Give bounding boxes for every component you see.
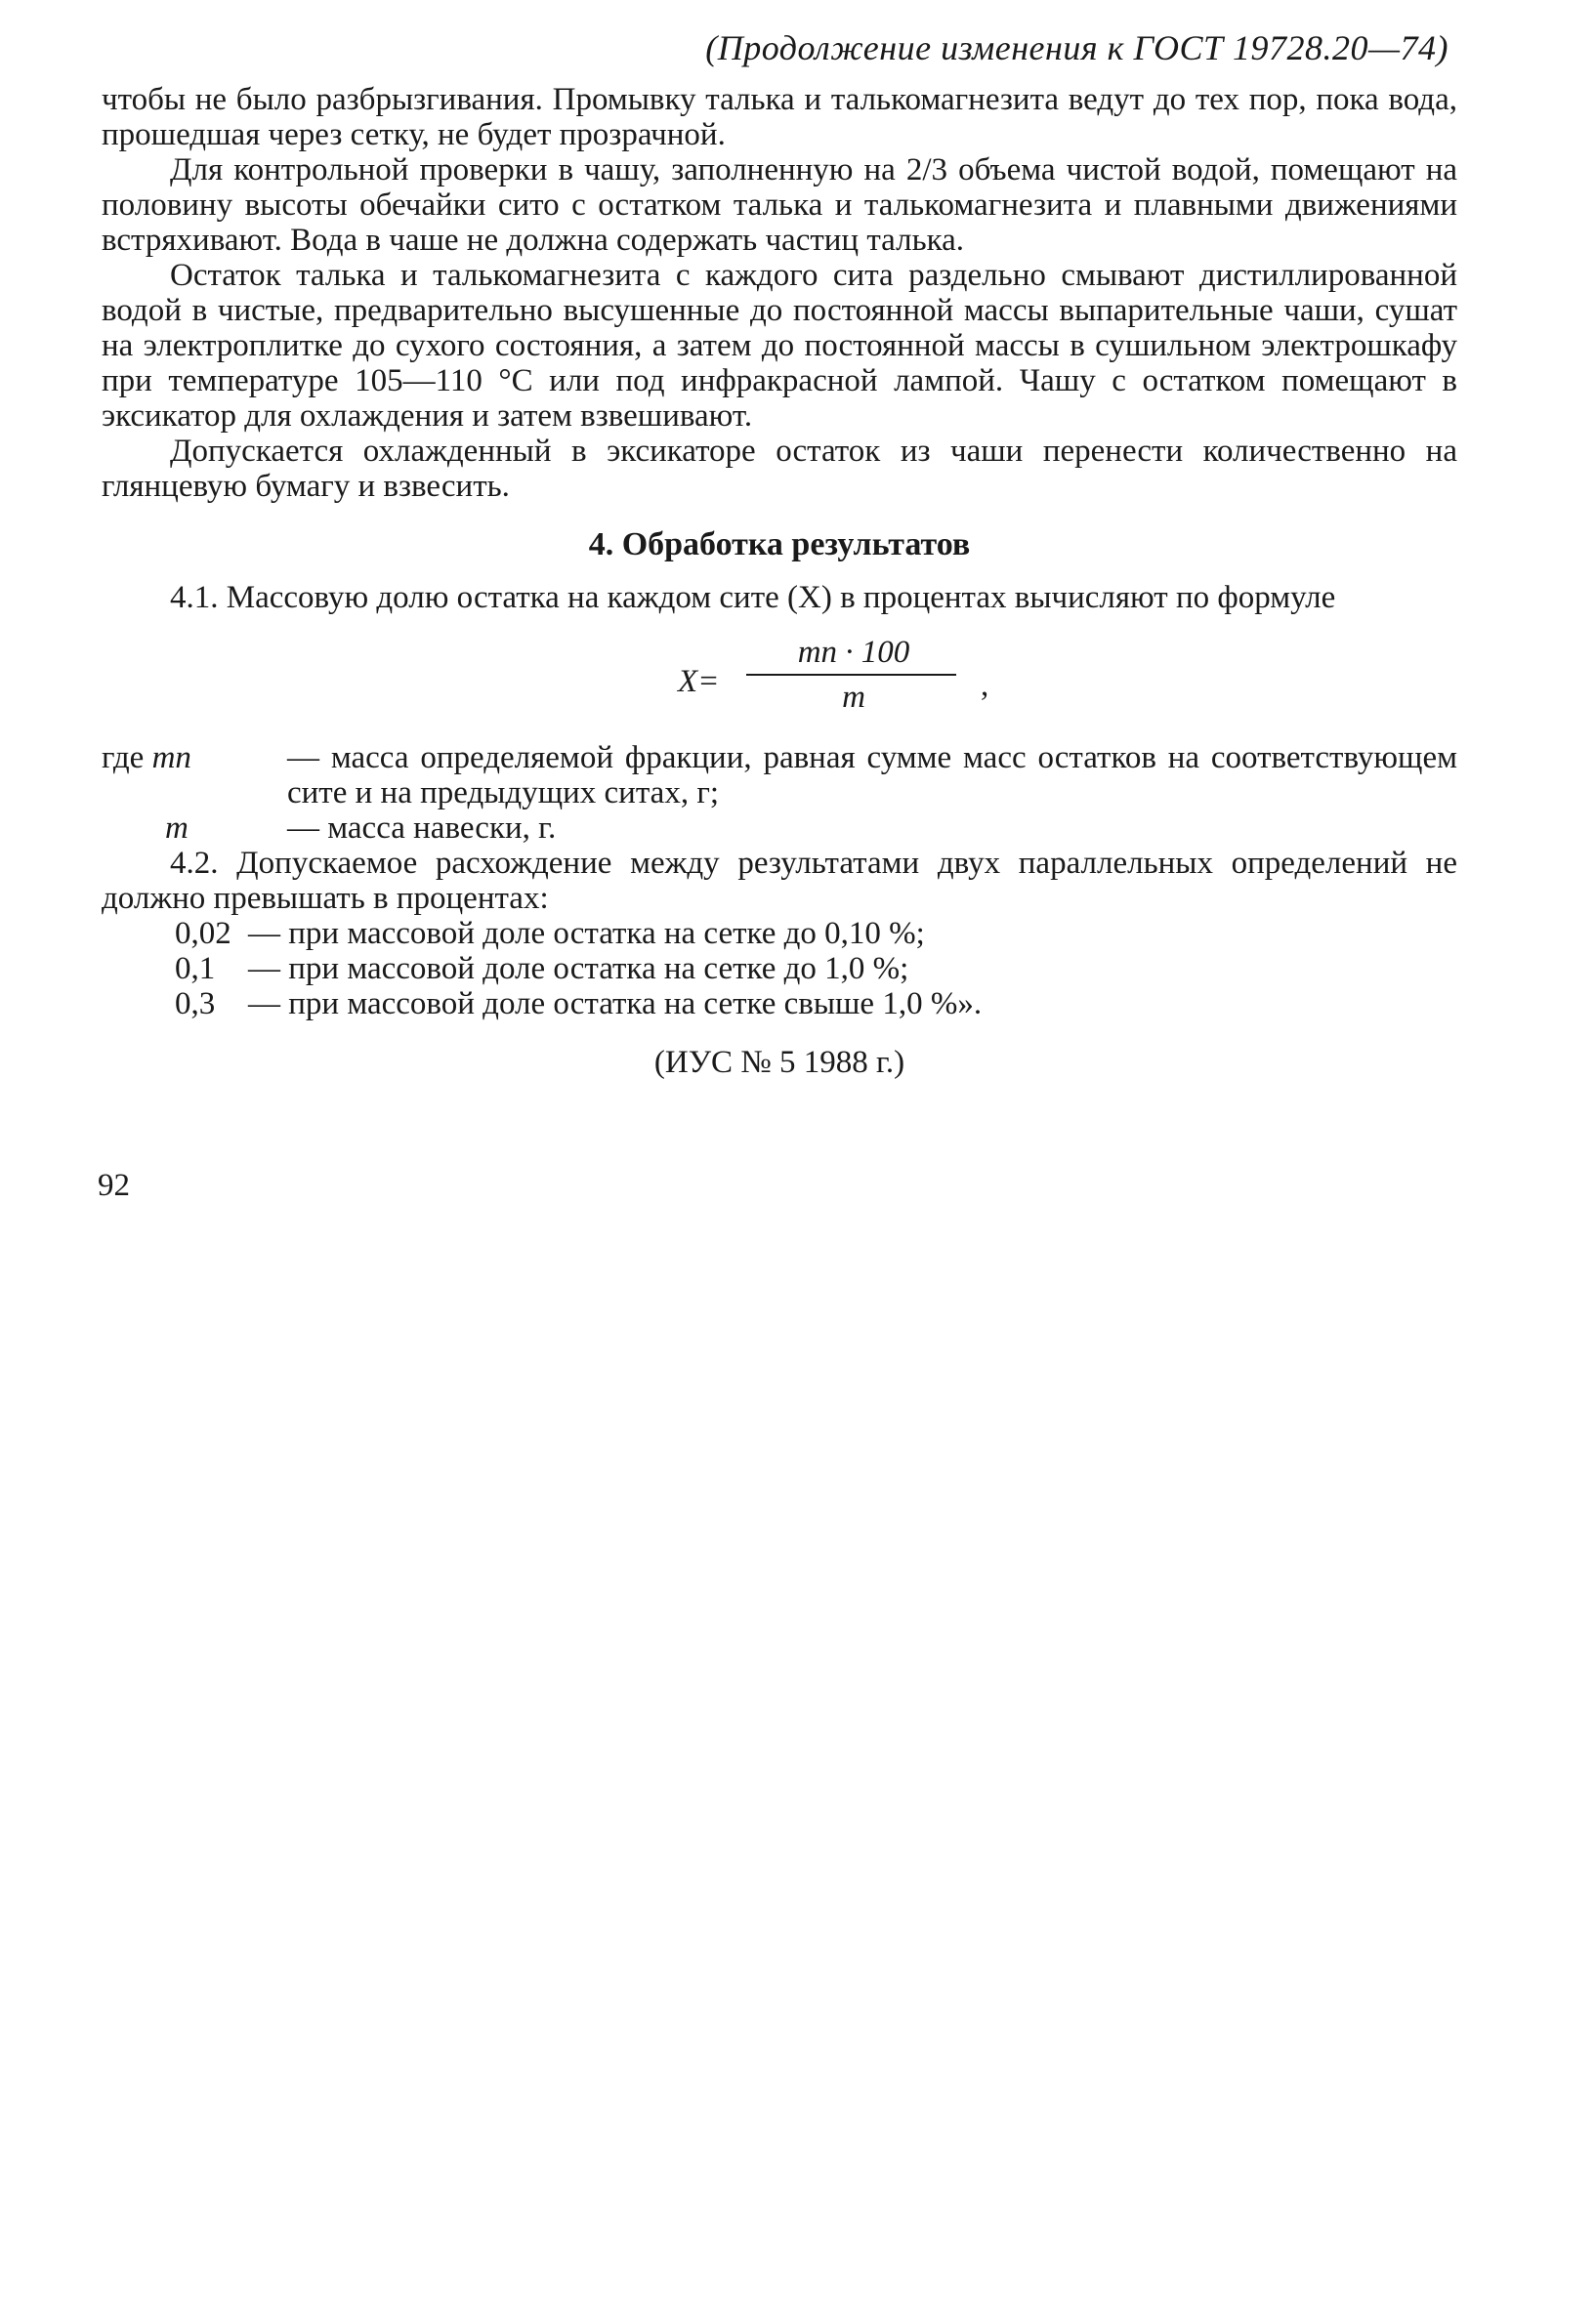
tolerance-text: — при массовой доле остатка на сетке до 0,10 %; <box>248 916 925 951</box>
page-header: (Продолжение изменения к ГОСТ 19728.20—74) <box>705 28 1448 67</box>
definition-dash: — <box>287 810 319 846</box>
formula-denominator: m <box>842 680 865 715</box>
tolerance-value: 0,02 <box>175 916 231 951</box>
tolerance-row <box>102 916 1457 951</box>
paragraph: Допускается охлажденный в эксикаторе остаток из чаши перенести количественно на глянцевую бумагу и взвесить. <box>102 434 1457 504</box>
section-heading: 4. Обработка результатов <box>588 526 971 562</box>
tolerance-row <box>102 986 1457 1021</box>
body-text <box>102 82 1457 1080</box>
definition-row <box>102 810 1457 846</box>
tolerance-value: 0,3 <box>175 986 216 1021</box>
tolerance-value: 0,1 <box>175 951 216 986</box>
page-number: 92 <box>98 1168 130 1203</box>
tolerance-text: — при массовой доле остатка на сетке до 1,0 %; <box>248 951 909 986</box>
clause-4-2: 4.2. Допускаемое расхождение между результатами двух параллельных определений не должно превышать в процентах: <box>102 846 1457 916</box>
definition-dash: — <box>287 740 319 775</box>
clause-4-1: 4.1. Массовую долю остатка на каждом сите (X) в процентах вычисляют по формуле <box>170 580 1336 615</box>
tolerance-text: — при массовой доле остатка на сетке свыше 1,0 %». <box>248 986 983 1021</box>
formula-trailing: , <box>981 668 989 703</box>
definition-term: mn <box>151 740 191 775</box>
tolerance-row <box>102 951 1457 986</box>
formula-numerator: mn · 100 <box>797 635 910 670</box>
definition-row <box>102 740 1457 810</box>
reference-note: (ИУС № 5 1988 г.) <box>653 1045 905 1080</box>
paragraph: Для контрольной проверки в чашу, заполненную на 2/3 объема чистой водой, помещают на половину высоты обечайки сито с остатком талька и талькомагнезита и плавными движениями встряхивают. Вода в чаше не должна содержать частиц талька. <box>102 152 1457 258</box>
paragraph: Остаток талька и талькомагнезита с каждого сита раздельно смывают дистиллированной водой в чистые, предварительно высушенные до постоянной массы выпарительные чаши, сушат на электроплитке до сухого состояния, а затем до постоянной массы в сушильном электрошкафу при температуре 105—110 °С или под инфракрасной лампой. Чашу с остатком помещают в эксикатор для охлаждения и затем взвешивают. <box>102 258 1457 434</box>
definition-text: масса определяемой фракции, равная сумме масс остатков на соответствующем сите и на предыдущих ситах, г; <box>287 740 1458 810</box>
definition-term: m <box>165 810 189 846</box>
formula <box>102 629 1457 730</box>
definition-lead: где <box>102 740 145 775</box>
paragraph: чтобы не было разбрызгивания. Промывку талька и талькомагнезита ведут до тех пор, пока вода, прошедшая через сетку, не будет прозрачной. <box>102 82 1457 152</box>
fraction-bar <box>746 674 956 676</box>
definition-text: масса навески, г. <box>327 810 557 846</box>
formula-lhs: X= <box>678 664 720 699</box>
